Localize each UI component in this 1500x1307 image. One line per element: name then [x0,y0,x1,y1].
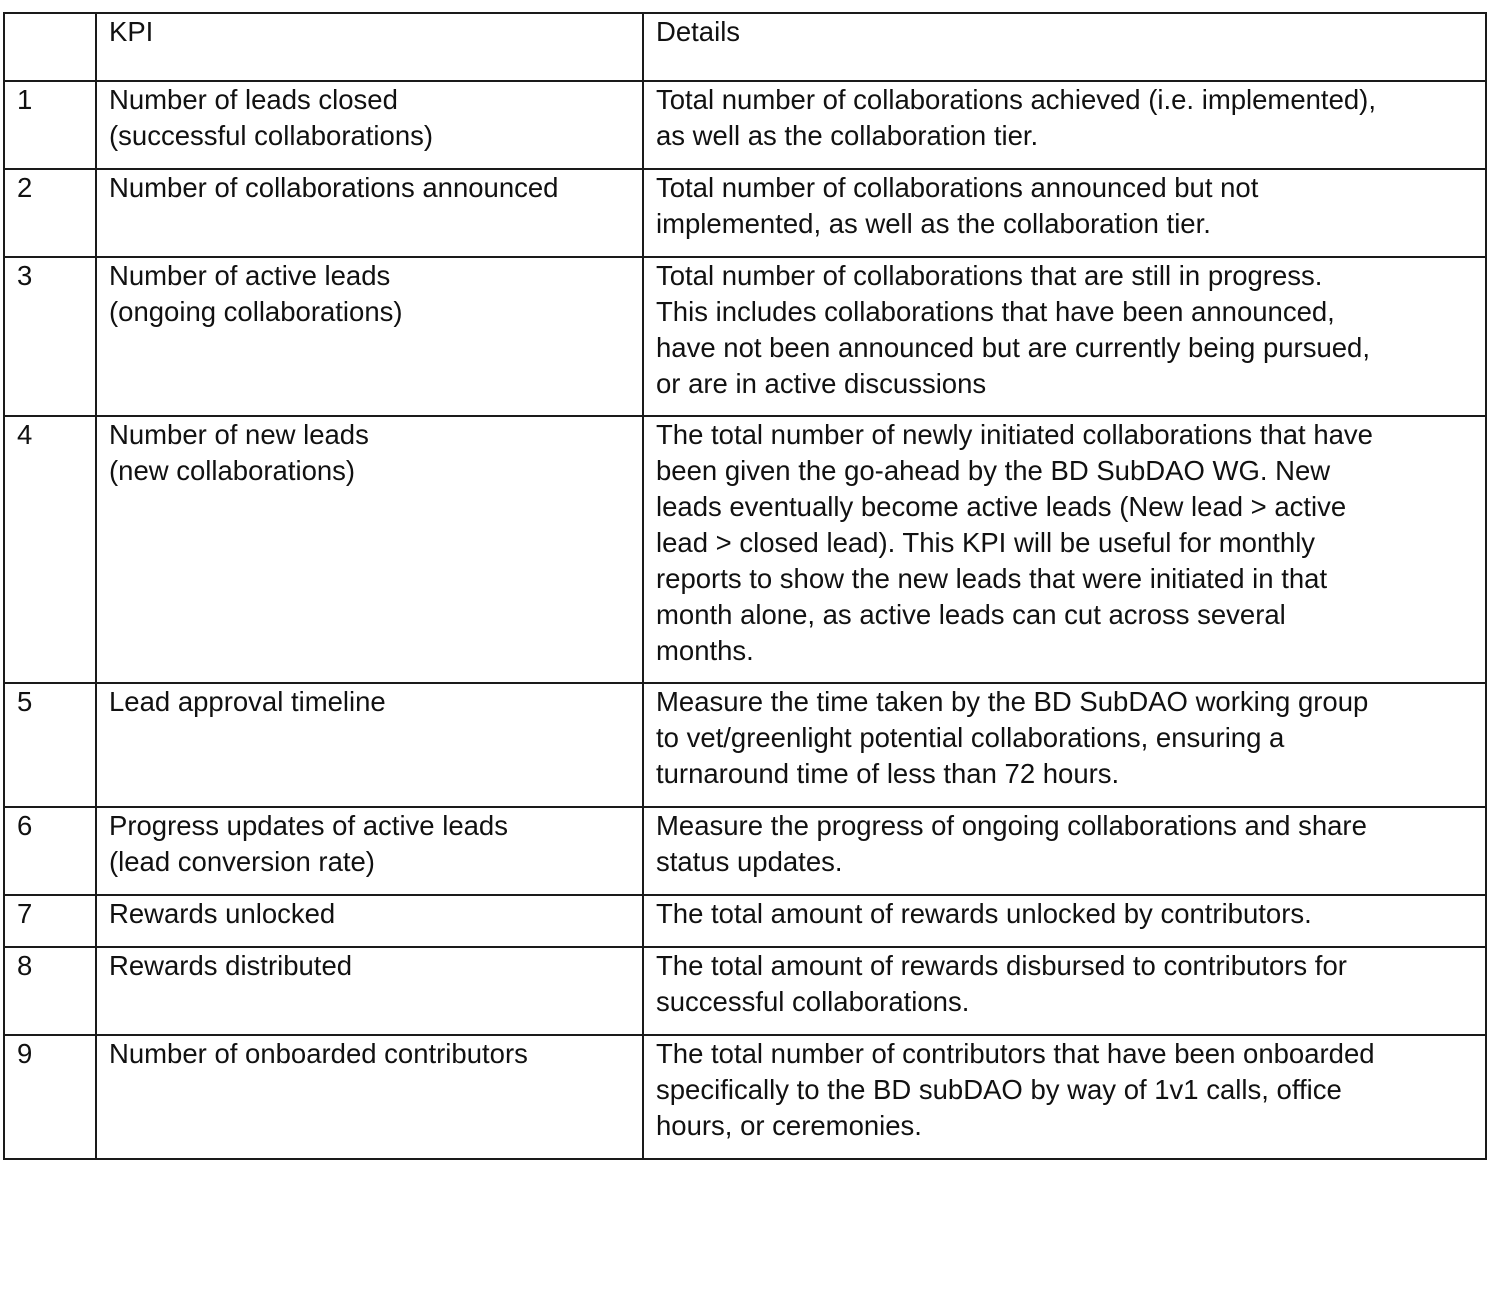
details-text: implemented, as well as the collaboration tier. [656,208,1211,239]
kpi-text: Rewards distributed [109,950,353,981]
details-text: turnaround time of less than 72 hours. [656,758,1120,789]
row-number: 3 [4,257,96,416]
kpi-text: Progress updates of active leads [109,810,508,841]
details-text: The total number of contributors that have been onboarded [656,1038,1375,1069]
kpi-text: Number of new leads [109,419,369,450]
details-text: The total number of newly initiated collaborations that have [656,419,1373,450]
kpi-cell [96,1035,643,1159]
row-number: 7 [4,895,96,947]
details-text: The total amount of rewards disbursed to contributors for [656,950,1347,981]
kpi-cell [96,81,643,169]
details-cell [643,947,1486,1035]
kpi-cell [96,683,643,807]
details-cell [643,416,1486,683]
kpi-text: Number of collaborations announced [109,172,559,203]
details-text: have not been announced but are currently being pursued, [656,332,1370,363]
details-text: Measure the progress of ongoing collaborations and share [656,810,1367,841]
header-row [4,13,1486,81]
details-cell [643,169,1486,257]
kpi-text: Number of active leads [109,260,391,291]
kpi-cell [96,895,643,947]
kpi-text: (new collaborations) [109,455,356,486]
details-text: This includes collaborations that have been announced, [656,296,1335,327]
details-text: Total number of collaborations that are still in progress. [656,260,1323,291]
details-text: Total number of collaborations announced but not [656,172,1259,203]
row-number: 6 [4,807,96,895]
row-number: 1 [4,81,96,169]
details-cell [643,683,1486,807]
row-number: 4 [4,416,96,683]
details-text: The total amount of rewards unlocked by contributors. [656,898,1312,929]
header-kpi: KPI [96,13,643,81]
details-cell [643,257,1486,416]
details-text: or are in active discussions [656,368,987,399]
details-text: been given the go-ahead by the BD SubDAO WG. New [656,455,1331,486]
details-text: Measure the time taken by the BD SubDAO working group [656,686,1369,717]
table-row [4,947,1486,1035]
details-text: months. [656,635,754,666]
details-text: to vet/greenlight potential collaborations, ensuring a [656,722,1285,753]
row-number: 2 [4,169,96,257]
table-row [4,807,1486,895]
details-text: successful collaborations. [656,986,970,1017]
kpi-cell [96,169,643,257]
kpi-text: Number of onboarded contributors [109,1038,528,1069]
details-text: hours, or ceremonies. [656,1110,922,1141]
kpi-text: Number of leads closed [109,84,398,115]
kpi-text: (lead conversion rate) [109,846,375,877]
row-number: 9 [4,1035,96,1159]
details-cell [643,1035,1486,1159]
table-row [4,257,1486,416]
details-text: month alone, as active leads can cut across several [656,599,1286,630]
table-row [4,81,1486,169]
kpi-text: Lead approval timeline [109,686,386,717]
kpi-cell [96,947,643,1035]
kpi-table [3,12,1487,1160]
header-number [4,13,96,81]
row-number: 5 [4,683,96,807]
table-row [4,416,1486,683]
details-cell [643,895,1486,947]
kpi-cell [96,257,643,416]
details-text: specifically to the BD subDAO by way of 1v1 calls, office [656,1074,1342,1105]
table-row [4,169,1486,257]
row-number: 8 [4,947,96,1035]
table-row [4,683,1486,807]
table-row [4,895,1486,947]
details-text: as well as the collaboration tier. [656,120,1039,151]
details-text: leads eventually become active leads (New lead > active [656,491,1347,522]
table-row [4,1035,1486,1159]
header-details: Details [643,13,1486,81]
details-cell [643,81,1486,169]
details-text: reports to show the new leads that were initiated in that [656,563,1328,594]
details-cell [643,807,1486,895]
kpi-cell [96,807,643,895]
kpi-text: (successful collaborations) [109,120,434,151]
kpi-cell [96,416,643,683]
kpi-text: Rewards unlocked [109,898,336,929]
details-text: lead > closed lead). This KPI will be useful for monthly [656,527,1316,558]
kpi-text: (ongoing collaborations) [109,296,403,327]
details-text: Total number of collaborations achieved (i.e. implemented), [656,84,1376,115]
details-text: status updates. [656,846,843,877]
